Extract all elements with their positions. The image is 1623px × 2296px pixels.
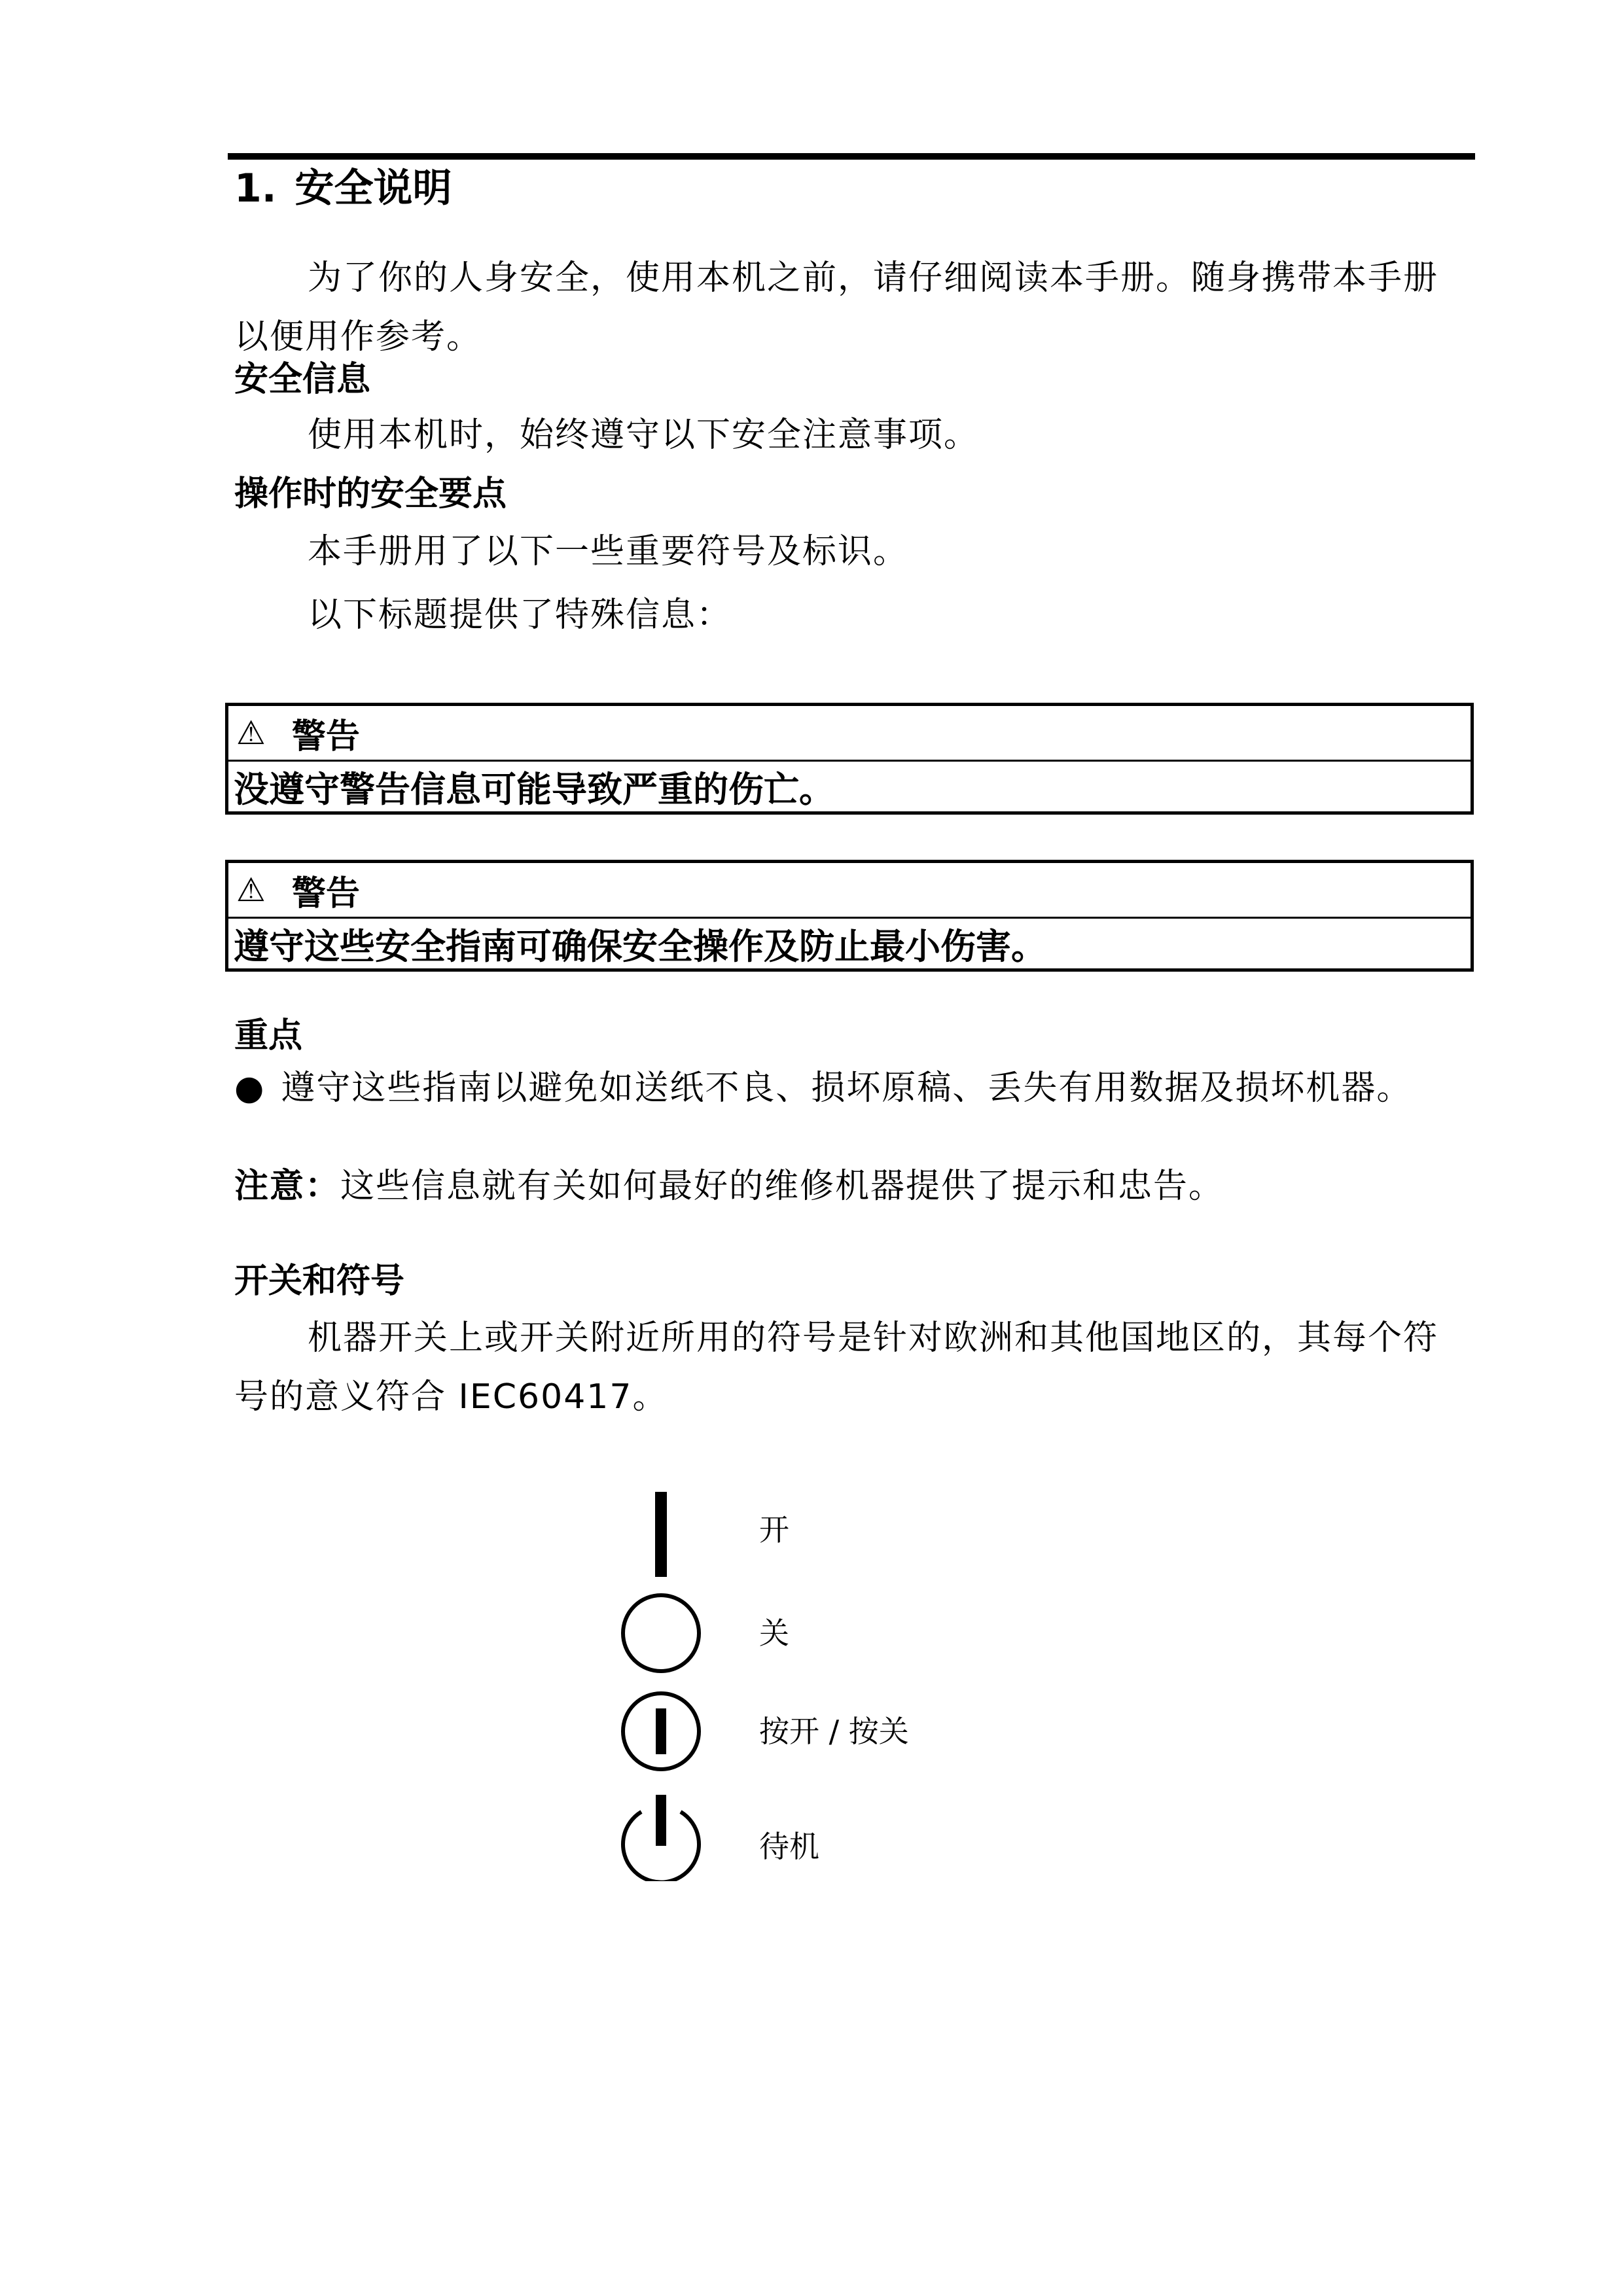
warning-triangle-icon: ⚠ bbox=[236, 871, 266, 909]
warning-box-1 bbox=[225, 703, 1474, 815]
section-title bbox=[234, 162, 452, 215]
operation-safety-heading: 操作时的安全要点 bbox=[234, 474, 507, 514]
note-text: 这些信息就有关如何最好的维修机器提供了提示和忠告。 bbox=[340, 1167, 1224, 1206]
top-rule bbox=[228, 153, 1475, 160]
warning-box-2 bbox=[225, 860, 1474, 972]
warning-label: 警告 bbox=[291, 716, 360, 756]
bullet-icon: ● bbox=[234, 1069, 266, 1108]
power-toggle-icon bbox=[615, 1686, 707, 1777]
intro-paragraph: 为了你的人身安全，使用本机之前，请仔细阅读本手册。随身携带本手册以便用作参考。 bbox=[234, 258, 1439, 357]
operation-safety-line-2: 以下标题提供了特殊信息： bbox=[308, 595, 732, 635]
note-line bbox=[234, 1163, 1224, 1209]
important-item-text: 遵守这些指南以避免如送纸不良、损坏原稿、丢失有用数据及损坏机器。 bbox=[281, 1069, 1412, 1108]
warning-label: 警告 bbox=[291, 873, 360, 913]
switches-heading: 开关和符号 bbox=[234, 1261, 405, 1301]
warning-header bbox=[228, 706, 1471, 762]
power-off-icon bbox=[615, 1587, 707, 1679]
safety-info-text: 使用本机时，始终遵守以下安全注意事项。 bbox=[308, 415, 980, 455]
operation-safety-line-1: 本手册用了以下一些重要符号及标识。 bbox=[308, 532, 909, 571]
power-on-label: 开 bbox=[759, 1512, 789, 1547]
safety-info-heading: 安全信息 bbox=[234, 359, 371, 399]
warning-triangle-icon: ⚠ bbox=[236, 714, 266, 752]
warning-header bbox=[228, 863, 1471, 919]
warning-text: 没遵守警告信息可能导致严重的伤亡。 bbox=[234, 768, 834, 810]
standby-label: 待机 bbox=[759, 1829, 819, 1864]
power-toggle-label: 按开 / 按关 bbox=[759, 1714, 909, 1749]
power-off-label: 关 bbox=[759, 1616, 789, 1651]
important-heading: 重点 bbox=[234, 1016, 303, 1055]
section-title-text: 安全说明 bbox=[294, 166, 452, 211]
switches-paragraph: 机器开关上或开关附近所用的符号是针对欧洲和其他国地区的，其每个符号的意义符合 IEC60417。 bbox=[234, 1318, 1439, 1417]
important-list-item bbox=[234, 1065, 1412, 1111]
power-on-icon bbox=[615, 1489, 707, 1580]
section-number: 1. bbox=[234, 166, 277, 211]
warning-text: 遵守这些安全指南可确保安全操作及防止最小伤害。 bbox=[234, 925, 1046, 967]
note-label: 注意： bbox=[234, 1166, 341, 1206]
standby-icon bbox=[615, 1790, 707, 1881]
